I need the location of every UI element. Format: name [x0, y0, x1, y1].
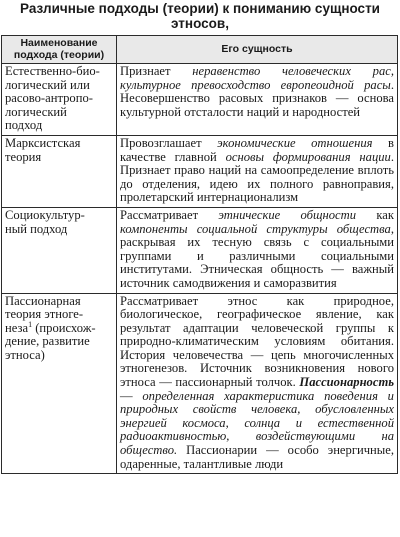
table-row-passionary — [2, 293, 398, 474]
footnote-marker: 1 — [28, 319, 33, 329]
approach-name-text: (происхож- дение, развитие этноса) — [5, 320, 96, 362]
table-row-marxist — [2, 135, 398, 207]
approach-name-cell — [2, 293, 117, 474]
essence-emphasis: определенная характеристика поведения и природных свойств человека, обусловленных энергией космоса, солнца и естественной радиоактивностью, воздействующими на общество. — [120, 388, 394, 458]
approach-name-text: Пассионарная теория этноге- неза — [5, 293, 84, 335]
essence-text: в качестве главной — [120, 135, 394, 164]
table-header-row — [2, 36, 398, 64]
approach-essence-cell — [117, 207, 398, 293]
approach-essence-cell — [117, 64, 398, 136]
table-row-biological — [2, 64, 398, 136]
approach-essence-cell — [117, 293, 398, 474]
table-title-line-1: Различные подходы (теории) к пониманию сущности этносов, — [20, 1, 380, 31]
essence-text: — — [120, 388, 143, 403]
approach-name-cell: Марксистская теория — [2, 135, 117, 207]
header-approach-name: Наименование подхода (теории) — [2, 36, 117, 64]
essence-text: как — [356, 207, 394, 222]
essence-text: . Несовершенство расовых признаков — основа культурной отсталости наций и народностей — [120, 77, 394, 119]
essence-text: . Признает право наций на самоопределение вплоть до отделения, идею их полного равноправия, пролетарский интернационализм — [120, 149, 394, 205]
approach-name-cell: Социокультур- ный подход — [2, 207, 117, 293]
approach-essence-cell — [117, 135, 398, 207]
essence-emphasis: основы формирования нации — [225, 149, 391, 164]
essence-text: Пассионарии — особо энергичные, одаренные, талантливые люди — [120, 443, 394, 471]
essence-emphasis: этнические общности — [218, 207, 357, 222]
essence-emphasis: неравенство человеческих рас, культурное превосходство европеоидной расы — [120, 64, 394, 92]
essence-term: Пассионарность — [299, 375, 394, 390]
approach-name-cell: Естественно-био- логический или расово-антропо- логический подход — [2, 64, 117, 136]
header-essence: Его сущность — [117, 36, 398, 64]
essence-text: Рассматривает этнос как природное, биологическое, географическое явление, как результат адаптации человеческой группы к природно-климатическим условиям обитания. История человечества — цепь многочисленных этногенезов. Источник возникновения нового этноса — пассионарный толчок. — [120, 293, 394, 390]
table-row-sociocultural — [2, 207, 398, 293]
essence-text: Рассматривает — [120, 207, 219, 222]
table-title — [0, 0, 400, 34]
essence-emphasis: компоненты социальной структуры общества — [120, 221, 391, 236]
approaches-table — [1, 35, 398, 474]
essence-text: Провозглашает — [120, 135, 218, 150]
essence-emphasis: экономические отношения — [217, 135, 373, 150]
essence-text: Признает — [120, 64, 193, 78]
essence-text: , раскрывая их тесную связь с социальными группами и различными социальными институтами. Этническая общность — важный источник самодвижения и саморазвития — [120, 221, 394, 290]
